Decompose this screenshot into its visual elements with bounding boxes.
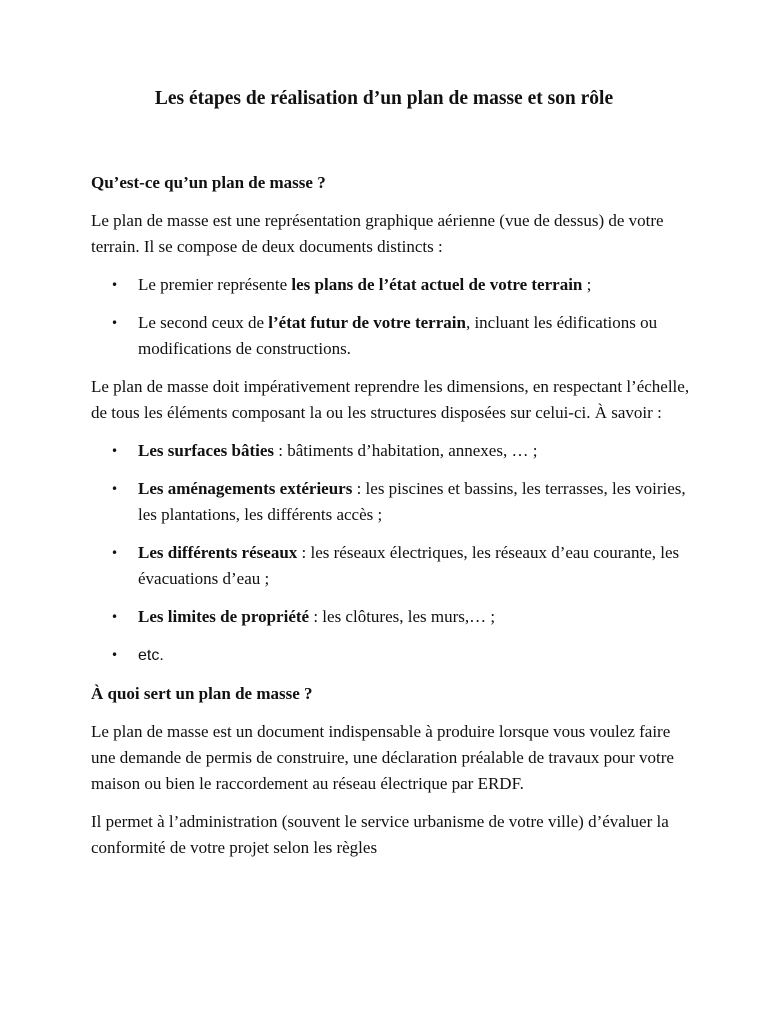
list-item: • Les limites de propriété : les clôtures, les murs,… ; — [91, 604, 691, 630]
paragraph-dimensions: Le plan de masse doit impérativement reprendre les dimensions, en respectant l’échelle, de tous les éléments composant la ou les structures disposées sur celui-ci. À savoir : — [91, 377, 690, 422]
section-heading-definition: Qu’est-ce qu’un plan de masse ? — [91, 173, 326, 192]
list-item: • Le premier représente les plans de l’état actuel de votre terrain ; — [91, 272, 691, 298]
paragraph-administration: Il permet à l’administration (souvent le service urbanisme de votre ville) d’évaluer la conformité de votre projet selon les règles — [91, 812, 669, 857]
bullet-icon: • — [111, 316, 119, 330]
bullet-icon: • — [111, 648, 119, 662]
paragraph-purpose: Le plan de masse est un document indispensable à produire lorsque vous voulez faire une demande de permis de construire, une déclaration préalable de travaux pour votre maison ou bien le raccordement au réseau électrique par ERDF. — [91, 722, 674, 793]
document-body — [91, 170, 691, 873]
bullet-icon: • — [111, 444, 119, 458]
list-item: • Les surfaces bâties : bâtiments d’habitation, annexes, … ; — [91, 438, 691, 464]
bullet-icon: • — [111, 610, 119, 624]
list-item: • Le second ceux de l’état futur de votre terrain, incluant les édifications ou modifications de constructions. — [91, 310, 691, 362]
bullet-icon: • — [111, 546, 119, 560]
page-title: Les étapes de réalisation d’un plan de masse et son rôle — [154, 88, 614, 109]
documents-list — [91, 272, 691, 362]
list-item: • Les aménagements extérieurs : les piscines et bassins, les terrasses, les voiries, les plantations, les différents accès ; — [91, 476, 691, 528]
list-item: • etc. — [91, 642, 691, 669]
bullet-icon: • — [111, 482, 119, 496]
elements-list — [91, 438, 691, 669]
section-heading-purpose: À quoi sert un plan de masse ? — [91, 684, 313, 703]
list-item: • Les différents réseaux : les réseaux électriques, les réseaux d’eau courante, les évacuations d’eau ; — [91, 540, 691, 592]
bullet-icon: • — [111, 278, 119, 292]
paragraph-intro: Le plan de masse est une représentation graphique aérienne (vue de dessus) de votre terrain. Il se compose de deux documents distincts : — [91, 211, 664, 256]
